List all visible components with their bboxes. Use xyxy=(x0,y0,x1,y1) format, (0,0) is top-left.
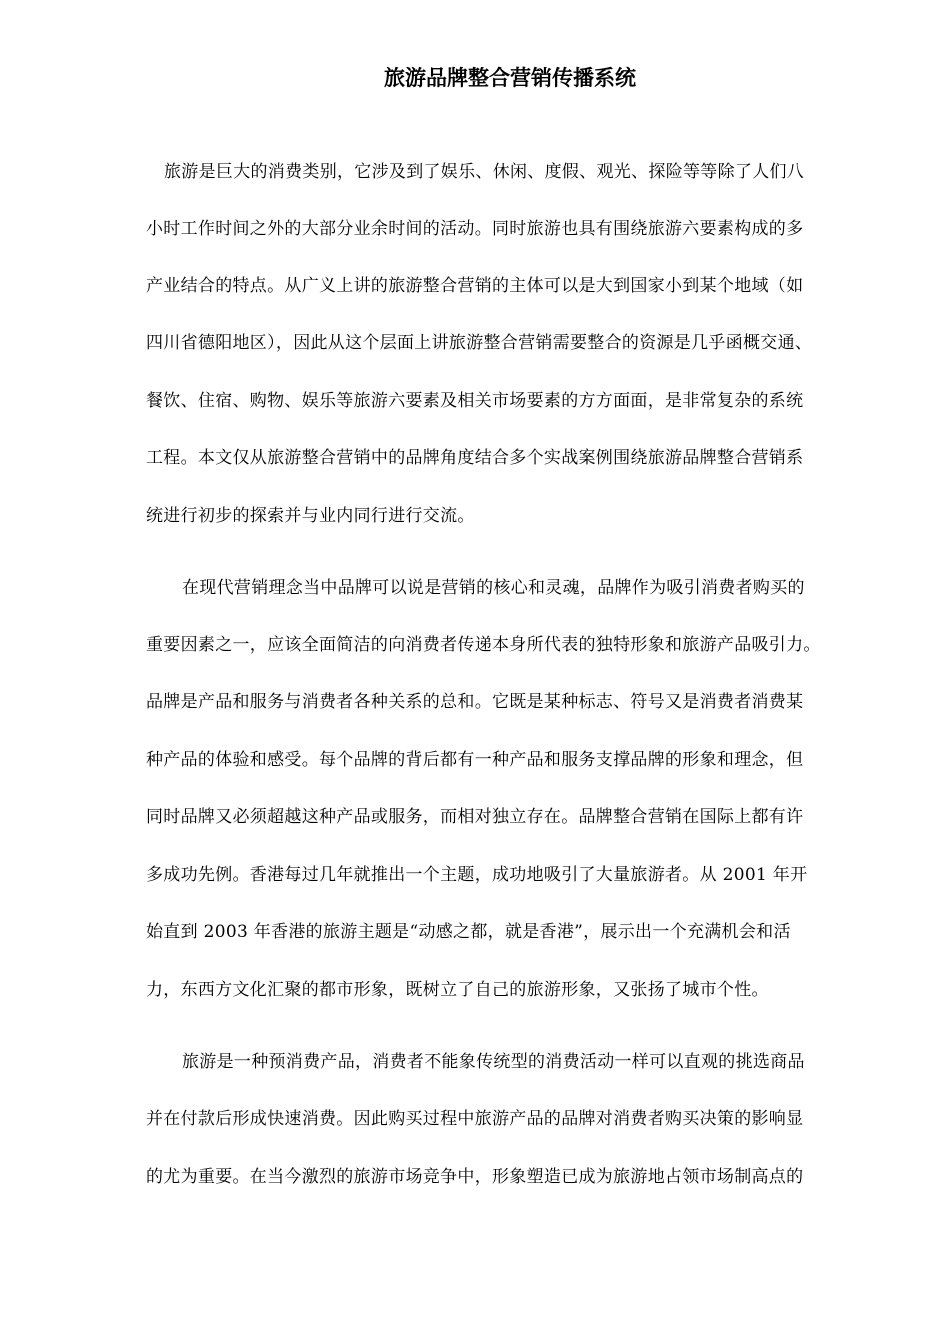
paragraph-2-line-8: 力，东西方文化汇聚的都市形象，既树立了自己的旅游形象，又张扬了城市个性。 xyxy=(146,980,769,1000)
paragraph-1-line-2: 小时工作时间之外的大部分业余时间的活动。同时旅游也具有围绕旅游六要素构成的多 xyxy=(146,219,804,239)
paragraph-3-line-1: 旅游是一种预消费产品，消费者不能象传统型的消费活动一样可以直观的挑选商品 xyxy=(182,1052,805,1072)
paragraph-1-line-3: 产业结合的特点。从广义上讲的旅游整合营销的主体可以是大到国家小到某个地域（如 xyxy=(146,276,804,296)
document-title: 旅游品牌整合营销传播系统 xyxy=(384,65,636,90)
paragraph-2-line-1: 在现代营销理念当中品牌可以说是营销的核心和灵魂，品牌作为吸引消费者购买的 xyxy=(182,578,805,598)
paragraph-2-line-6: 多成功先例。香港每过几年就推出一个主题，成功地吸引了大量旅游者。从 2001 年开 xyxy=(146,865,808,885)
paragraph-3-line-2: 并在付款后形成快速消费。因此购买过程中旅游产品的品牌对消费者购买决策的影响显 xyxy=(146,1109,804,1129)
paragraph-1-line-6: 工程。本文仅从旅游整合营销中的品牌角度结合多个实战案例围绕旅游品牌整合营销系 xyxy=(146,448,804,468)
paragraph-1-line-4: 四川省德阳地区），因此从这个层面上讲旅游整合营销需要整合的资源是几乎函概交通、 xyxy=(146,333,813,353)
paragraph-2-line-2: 重要因素之一，应该全面简洁的向消费者传递本身所代表的独特形象和旅游产品吸引力。 xyxy=(146,635,821,655)
paragraph-1-line-1: 旅游是巨大的消费类别，它涉及到了娱乐、休闲、度假、观光、探险等等除了人们八 xyxy=(164,162,805,182)
paragraph-2-line-5: 同时品牌又必须超越这种产品或服务，而相对独立存在。品牌整合营销在国际上都有许 xyxy=(146,807,804,827)
paragraph-3-line-3: 的尤为重要。在当今激烈的旅游市场竞争中，形象塑造已成为旅游地占领市场制高点的 xyxy=(146,1167,804,1187)
paragraph-2-line-4: 种产品的体验和感受。每个品牌的背后都有一种产品和服务支撑品牌的形象和理念，但 xyxy=(146,750,804,770)
paragraph-2-line-3: 品牌是产品和服务与消费者各种关系的总和。它既是某种标志、符号又是消费者消费某 xyxy=(146,692,804,712)
paragraph-2-line-7: 始直到 2003 年香港的旅游主题是“动感之都，就是香港”，展示出一个充满机会和活 xyxy=(146,922,791,942)
paragraph-1-line-5: 餐饮、住宿、购物、娱乐等旅游六要素及相关市场要素的方方面面，是非常复杂的系统 xyxy=(146,391,804,411)
paragraph-1-line-7: 统进行初步的探索并与业内同行进行交流。 xyxy=(146,506,475,526)
